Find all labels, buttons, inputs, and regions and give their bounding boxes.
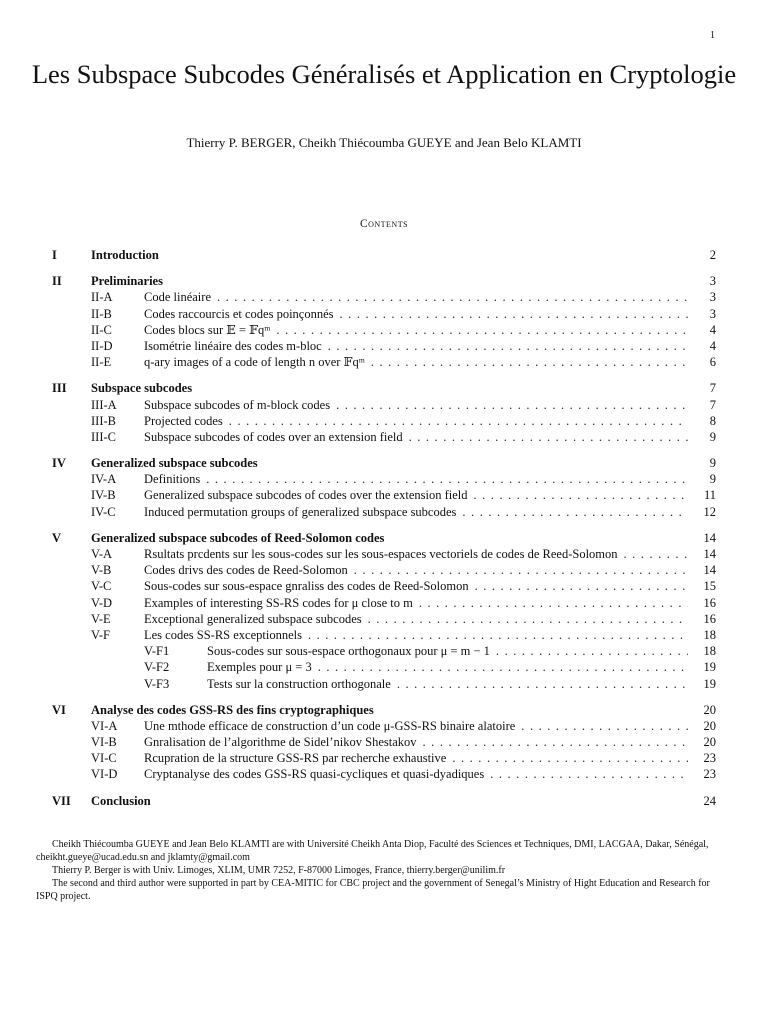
toc-subsection[interactable] — [52, 338, 716, 354]
toc-entry-number: II — [52, 274, 62, 289]
toc-section-heading[interactable] — [52, 530, 716, 546]
toc-subsection[interactable] — [52, 429, 716, 445]
toc-subsubsection[interactable] — [52, 659, 716, 675]
toc-entry-number: VI-D — [91, 767, 118, 782]
toc-subsection[interactable] — [52, 750, 716, 766]
footnote-affiliation-1: Cheikh Thiécoumba GUEYE and Jean Belo KLAMTI are with Université Cheikh Anta Diop, Faculté des Sciences et Techniques, DMI, LACGAA, Dakar, Sénégal, cheikht.gueye@ucad.edu.sn and jklamty@gmail.com — [36, 839, 709, 863]
toc-entry-page: 3 — [709, 306, 716, 321]
toc-entry-page: 14 — [703, 547, 716, 561]
toc-entry-number: III — [52, 381, 67, 396]
toc-subsection[interactable] — [52, 546, 716, 562]
toc-subsubsection[interactable] — [52, 676, 716, 692]
dot-leader — [217, 289, 688, 305]
toc-subsection[interactable] — [52, 562, 716, 578]
toc-section — [52, 702, 716, 783]
toc-entry-number: V-D — [91, 595, 113, 610]
toc-subsection[interactable] — [52, 718, 716, 734]
toc-entry-page: 9 — [709, 456, 716, 471]
toc-entry-label: Codes blocs sur 𝔼 = 𝔽qᵐ — [144, 322, 271, 337]
toc-entry-page: 3 — [709, 274, 716, 289]
toc-subsection[interactable] — [52, 766, 716, 782]
toc-entry-page: 20 — [703, 718, 716, 733]
toc-entry-label: Exceptional generalized subspace subcodes — [144, 611, 362, 626]
toc-section-heading[interactable] — [52, 702, 716, 718]
dot-leader — [229, 413, 688, 429]
toc-entry-label: Les codes SS-RS exceptionnels — [144, 627, 302, 642]
footnote-affiliation-2: Thierry P. Berger is with Univ. Limoges, XLIM, UMR 7252, F-87000 Limoges, France, thierry.berger@unilim.fr — [52, 865, 506, 876]
toc-entry-page: 14 — [703, 563, 716, 578]
dot-leader — [336, 397, 688, 413]
toc-section — [52, 530, 716, 692]
toc-entry-page: 9 — [709, 429, 716, 444]
toc-section — [52, 380, 716, 445]
dot-leader — [318, 659, 688, 675]
toc-entry-label: Preliminaries — [91, 274, 163, 289]
toc-subsection[interactable] — [52, 471, 716, 487]
toc-entry-number: VI — [52, 702, 66, 717]
dot-leader — [371, 354, 688, 370]
toc-section — [52, 247, 716, 263]
toc-entry-label: Sous-codes sur sous-espace gnraliss des codes de Reed-Solomon — [144, 579, 469, 594]
toc-entry-label: Tests sur la construction orthogonale — [207, 676, 391, 691]
toc-entry-page: 16 — [703, 595, 716, 610]
toc-entry-page: 7 — [709, 381, 716, 396]
toc-subsubsection[interactable] — [52, 643, 716, 659]
dot-leader — [452, 750, 688, 766]
toc-subsection[interactable] — [52, 322, 716, 338]
toc-entry-page: 24 — [703, 793, 716, 808]
dot-leader — [354, 562, 688, 578]
dot-leader — [328, 338, 688, 354]
toc-entry-label: Conclusion — [91, 793, 151, 808]
toc-entry-number: II-E — [91, 355, 112, 370]
toc-subsection[interactable] — [52, 627, 716, 643]
toc-entry-number: IV-C — [91, 504, 116, 519]
toc-entry-number: V-E — [91, 611, 111, 626]
dot-leader — [462, 504, 688, 520]
toc-entry-page: 14 — [703, 530, 716, 545]
toc-entry-number: VI-C — [91, 751, 117, 766]
toc-entry-number: V-F — [91, 627, 110, 642]
toc-entry-number: III-C — [91, 429, 116, 444]
toc-entry-number: II-D — [91, 338, 113, 353]
page-number: 1 — [710, 30, 715, 41]
toc-subsection[interactable] — [52, 413, 716, 429]
toc-entry-number: IV — [52, 456, 66, 471]
toc-entry-number: V-F1 — [144, 644, 170, 659]
toc-entry-page: 15 — [703, 579, 716, 594]
toc-entry-page: 23 — [703, 751, 716, 766]
toc-entry-page: 20 — [703, 735, 716, 750]
dot-leader — [419, 595, 688, 611]
toc-entry-number: VII — [52, 793, 71, 808]
toc-entry-page: 2 — [709, 248, 716, 262]
dot-leader — [308, 627, 688, 643]
toc-entry-number: V-F3 — [144, 676, 170, 691]
toc-subsection[interactable] — [52, 289, 716, 305]
toc-entry-page: 23 — [703, 767, 716, 782]
toc-entry-page: 7 — [709, 397, 716, 412]
toc-entry-label: Exemples pour μ = 3 — [207, 660, 312, 675]
toc-entry-label: Sous-codes sur sous-espace orthogonaux pour μ = m − 1 — [207, 644, 490, 659]
toc-entry-label: q-ary images of a code of length n over 𝔽qᵐ — [144, 355, 365, 370]
toc-entry-label: Subspace subcodes of m-block codes — [144, 397, 331, 412]
toc-entry-number: VI-A — [91, 718, 118, 733]
toc-entry-label: Induced permutation groups of generalized subspace subcodes — [144, 504, 457, 519]
dot-leader — [496, 643, 688, 659]
toc-entry-label: Rcupration de la structure GSS-RS par recherche exhaustive — [144, 751, 447, 766]
toc-subsection[interactable] — [52, 487, 716, 503]
toc-entry-number: IV-B — [91, 488, 116, 503]
toc-entry-page: 9 — [709, 472, 716, 487]
toc-entry-number: V — [52, 530, 62, 545]
toc-entry-number: IV-A — [91, 472, 117, 487]
toc-section-heading[interactable] — [52, 380, 716, 396]
toc-entry-number: II-A — [91, 290, 113, 305]
toc-entry-page: 16 — [703, 611, 716, 626]
dot-leader — [368, 611, 688, 627]
toc-entry-page: 6 — [709, 355, 716, 370]
toc-entry-number: VI-B — [91, 735, 117, 750]
toc-entry-page: 3 — [709, 290, 716, 305]
dot-leader — [276, 322, 688, 338]
toc-section — [52, 273, 716, 370]
toc-entry-page: 18 — [703, 644, 716, 659]
toc-section-heading[interactable] — [52, 455, 716, 471]
toc-entry-label: Code linéaire — [144, 290, 211, 305]
toc-subsection[interactable] — [52, 734, 716, 750]
toc-subsection[interactable] — [52, 354, 716, 370]
footnote-funding: The second and third author were supported in part by CEA-MITIC for CBC project and the government of Senegal’s Ministry of Hight Education and Research for ISPQ project. — [36, 878, 710, 902]
toc-entry-label: Generalized subspace subcodes — [91, 456, 258, 471]
toc-section-heading[interactable] — [52, 247, 716, 263]
toc-entry-label: Cryptanalyse des codes GSS-RS quasi-cycliques et quasi-dyadiques — [144, 767, 485, 782]
toc-entry-label: Subspace subcodes — [91, 381, 193, 396]
dot-leader — [624, 546, 688, 562]
toc-entry-number: V-F2 — [144, 660, 170, 675]
toc-section — [52, 455, 716, 520]
dot-leader — [521, 718, 688, 734]
toc-entry-page: 4 — [709, 338, 716, 353]
toc-entry-label: Codes raccourcis et codes poinçonnés — [144, 306, 334, 321]
toc-entry-label: Introduction — [91, 248, 159, 262]
toc-entry-number: I — [52, 248, 57, 262]
toc-section — [52, 793, 716, 809]
toc-entry-label: Une mthode efficace de construction d’un code μ-GSS-RS binaire alatoire — [144, 718, 516, 733]
toc-subsection[interactable] — [52, 504, 716, 520]
toc-entry-page: 4 — [709, 322, 716, 337]
toc-entry-label: Generalized subspace subcodes of Reed-Solomon codes — [91, 530, 385, 545]
toc-entry-label: Generalized subspace subcodes of codes over the extension field — [144, 488, 468, 503]
paper-title: Les Subspace Subcodes Généralisés et Application en Cryptologie — [31, 59, 737, 89]
toc-entry-label: Analyse des codes GSS-RS des fins cryptographiques — [91, 702, 374, 717]
footnotes — [36, 838, 732, 903]
dot-leader — [423, 734, 688, 750]
toc-entry-number: III-B — [91, 413, 116, 428]
toc-section-heading[interactable] — [52, 793, 716, 809]
toc-entry-page: 19 — [703, 660, 716, 675]
toc-subsection[interactable] — [52, 306, 716, 322]
dot-leader — [409, 429, 688, 445]
toc-entry-label: Isométrie linéaire des codes m-bloc — [144, 338, 322, 353]
toc-entry-number: V-A — [91, 547, 113, 561]
toc-subsection[interactable] — [52, 397, 716, 413]
toc-entry-label: Projected codes — [144, 413, 223, 428]
toc-entry-number: II-B — [91, 306, 112, 321]
toc-section-heading[interactable] — [52, 273, 716, 289]
toc-entry-page: 12 — [703, 504, 716, 519]
toc-entry-number: III-A — [91, 397, 117, 412]
toc-entry-number: V-B — [91, 563, 112, 578]
toc-entry-page: 20 — [703, 702, 716, 717]
toc-entry-number: II-C — [91, 322, 112, 337]
contents-heading: Contents — [359, 218, 409, 230]
toc-subsection[interactable] — [52, 611, 716, 627]
table-of-contents — [52, 247, 716, 819]
toc-subsection[interactable] — [52, 578, 716, 594]
toc-entry-label: Rsultats prcdents sur les sous-codes sur les sous-espaces vectoriels de codes de Reed-Solomon — [144, 547, 618, 561]
toc-entry-label: Gnralisation de l’algorithme de Sidel’nikov Shestakov — [144, 735, 417, 750]
toc-entry-label: Codes drivs des codes de Reed-Solomon — [144, 563, 348, 578]
authors-line: Thierry P. BERGER, Cheikh Thiécoumba GUEYE and Jean Belo KLAMTI — [186, 135, 582, 150]
toc-entry-page: 11 — [703, 488, 716, 503]
toc-subsection[interactable] — [52, 595, 716, 611]
dot-leader — [206, 471, 688, 487]
dot-leader — [340, 306, 688, 322]
dot-leader — [475, 578, 688, 594]
dot-leader — [474, 487, 689, 503]
toc-entry-number: V-C — [91, 579, 112, 594]
toc-entry-page: 8 — [709, 413, 716, 428]
toc-entry-label: Subspace subcodes of codes over an extension field — [144, 429, 403, 444]
toc-entry-page: 19 — [703, 676, 716, 691]
dot-leader — [490, 766, 688, 782]
toc-entry-label: Examples of interesting SS-RS codes for μ close to m — [144, 595, 413, 610]
toc-entry-page: 18 — [703, 627, 716, 642]
dot-leader — [397, 676, 688, 692]
toc-entry-label: Definitions — [144, 472, 201, 487]
